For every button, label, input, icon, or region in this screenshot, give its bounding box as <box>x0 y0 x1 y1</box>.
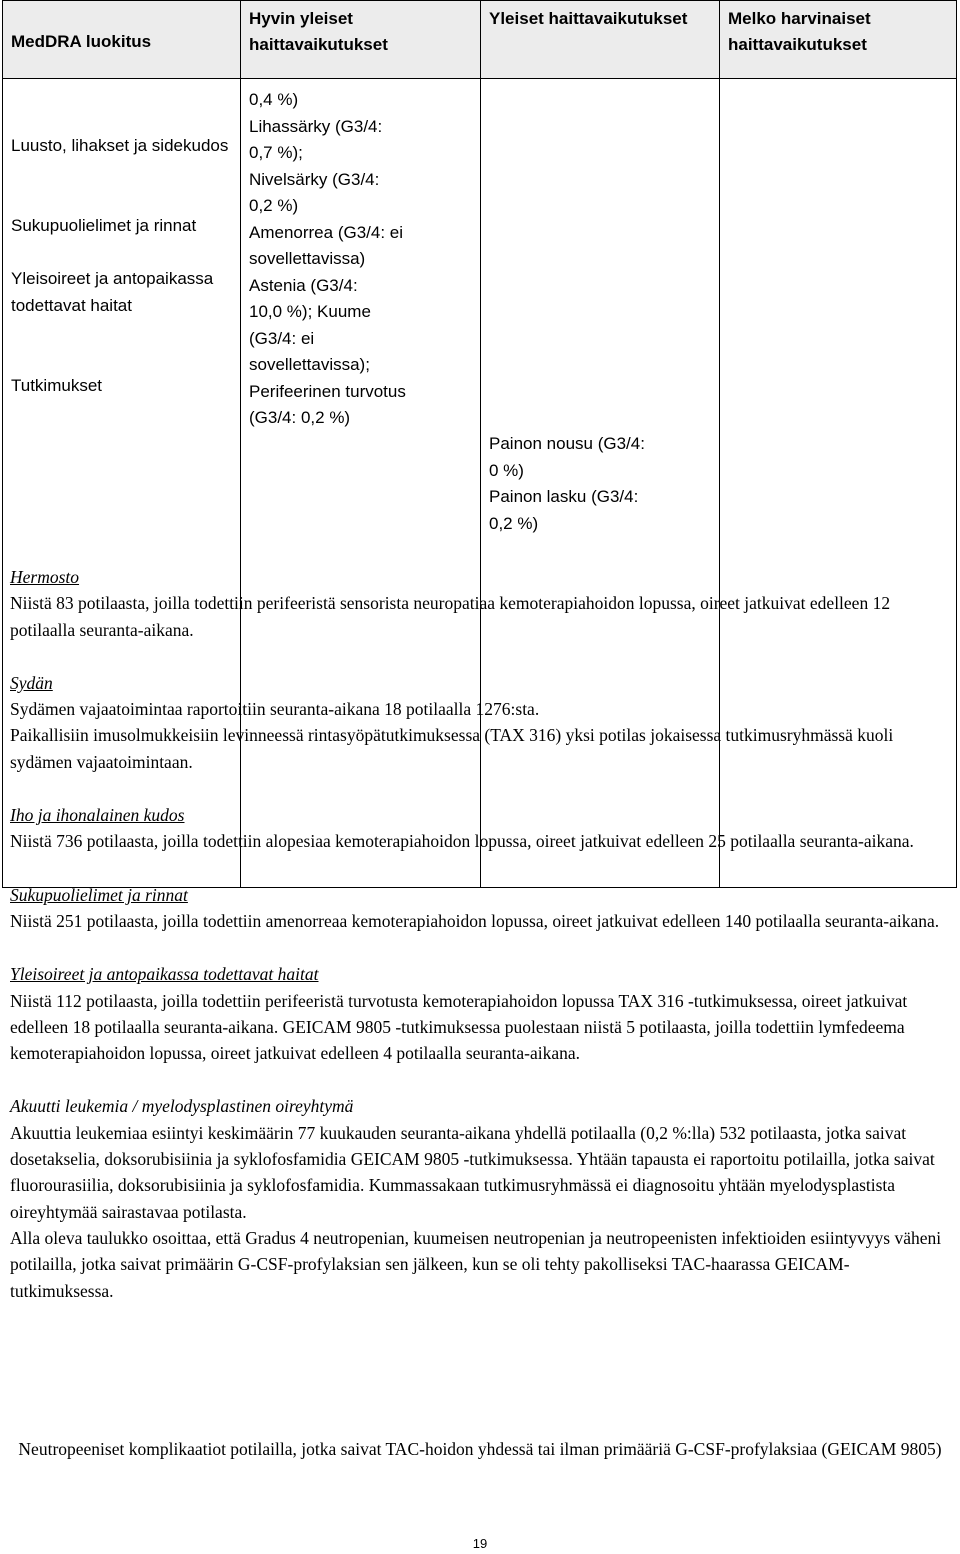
common-line: Painon nousu (G3/4: <box>489 434 645 453</box>
section-paragraph: Paikallisiin imusolmukkeisiin levinneessä rintasyöpätutkimuksessa (TAX 316) yksi potilas jokaisessa tutkimusryhmässä kuoli sydämen vajaatoimintaan. <box>10 725 894 772</box>
soc-general: Yleisoireet ja antopaikassa todettavat haitat <box>11 269 214 315</box>
section-heading: Sukupuolielimet ja rinnat <box>10 884 188 905</box>
section-sydan <box>10 670 952 775</box>
table-caption: Neutropeeniset komplikaatiot potilailla, jotka saivat TAC-hoidon yhdessä tai ilman primääriä G-CSF-profylaksiaa (GEICAM 9805) <box>18 1439 942 1459</box>
soc-investigations: Tutkimukset <box>11 376 103 395</box>
very-common-line: Nivelsärky (G3/4: <box>249 169 380 189</box>
very-common-line: (G3/4: ei <box>249 328 315 348</box>
very-common-line: 0,7 %); <box>249 143 303 162</box>
common-line: Painon lasku (G3/4: <box>489 487 639 506</box>
very-common-line: 10,0 %); Kuume <box>249 302 371 321</box>
very-common-line: Lihassärky (G3/4: <box>249 116 383 136</box>
header-common: Yleiset haittavaikutukset <box>481 1 720 79</box>
section-hermosto <box>10 564 952 643</box>
section-heading: Sydän <box>10 672 53 693</box>
text-sections <box>10 564 952 1331</box>
section-paragraph: Niistä 736 potilaasta, joilla todettiin alopesiaa kemoterapiahoidon lopussa, oireet jatkuivat edelleen 25 potilaalla seuranta-aikana. <box>10 831 914 852</box>
header-meddra: MedDRA luokitus <box>3 1 241 79</box>
common-line: 0 %) <box>489 460 524 480</box>
section-heading: Yleisoireet ja antopaikassa todettavat haitat <box>10 964 319 985</box>
common-line: 0,2 %) <box>489 513 539 533</box>
section-leukemia <box>10 1093 952 1303</box>
very-common-line: Astenia (G3/4: <box>249 275 358 295</box>
section-paragraph: Niistä 83 potilaasta, joilla todettiin perifeeristä sensorista neuropatiaa kemoterapiahoidon lopussa, oireet jatkuivat edelleen 12 potilaalla seuranta-aikana. <box>10 593 891 640</box>
very-common-line: sovellettavissa); <box>249 355 370 374</box>
section-paragraph: Sydämen vajaatoimintaa raportoitiin seuranta-aikana 18 potilaalla 1276:sta. <box>10 699 540 720</box>
very-common-line: 0,4 %) <box>249 90 299 109</box>
soc-reproductive: Sukupuolielimet ja rinnat <box>11 216 197 235</box>
very-common-line: Amenorrea (G3/4: ei <box>249 222 404 242</box>
header-uncommon: Melko harvinaiset haittavaikutukset <box>720 1 957 79</box>
header-very-common: Hyvin yleiset haittavaikutukset <box>241 1 481 79</box>
table-header-row <box>3 1 957 79</box>
very-common-line: sovellettavissa) <box>249 249 366 268</box>
very-common-line: (G3/4: 0,2 %) <box>249 408 351 427</box>
section-paragraph: Niistä 112 potilaasta, joilla todettiin perifeeristä turvotusta kemoterapiahoidon lopussa TAX 316 -tutkimuksessa, oireet jatkuivat edelleen 18 potilaalla seuranta-aikana. GEICAM 9805 -tutkimuksessa puolestaan niistä 5 potilaasta, joilla todettiin lymfedeema kemoterapiahoidon lopussa, oireet jatkuivat edelleen 4 potilaalla seuranta-aikana. <box>10 990 908 1064</box>
page-number: 19 <box>472 1536 488 1551</box>
section-heading: Akuutti leukemia / myelodysplastinen oireyhtymä <box>10 1096 354 1117</box>
soc-musculoskeletal: Luusto, lihakset ja sidekudos <box>11 136 229 155</box>
section-paragraph: Alla oleva taulukko osoittaa, että Gradus 4 neutropenian, kuumeisen neutropenian ja neutropeenisten infektioiden esiintyvyys väheni potilailla, jotka saivat primäärin G-CSF-profylaksian sen jälkeen, kun se oli tehty pakolliseksi TAC-haarassa GEICAM-tutkimuksessa. <box>10 1227 942 1301</box>
very-common-line: 0,2 %) <box>249 196 299 215</box>
very-common-line: Perifeerinen turvotus <box>249 381 406 401</box>
section-paragraph: Niistä 251 potilaasta, joilla todettiin amenorreaa kemoterapiahoidon lopussa, oireet jatkuivat edelleen 140 potilaalla seuranta-aikana. <box>10 910 940 931</box>
section-paragraph: Akuuttia leukemiaa esiintyi keskimäärin 77 kuukauden seuranta-aikana yhdellä potilaalla (0,2 %:lla) 532 potilaasta, jotka saivat dosetakselia, doksorubisiinia ja syklofosfamidia GEICAM 9805 -tutkimuksessa. Yhtään tapausta ei raportoitu potilailla, jotka saivat fluorourasiilia, doksorubisiinia ja syklofosfamidia. Kummassakaan tutkimusryhmässä ei diagnosoitu yhtään myelodysplastista oireyhtymää sairastavaa potilasta. <box>10 1122 935 1222</box>
section-sukupuolielimet <box>10 882 952 935</box>
section-iho <box>10 802 952 855</box>
section-yleisoireet <box>10 961 952 1066</box>
section-heading: Iho ja ihonalainen kudos <box>10 805 185 826</box>
section-heading: Hermosto <box>10 567 80 587</box>
